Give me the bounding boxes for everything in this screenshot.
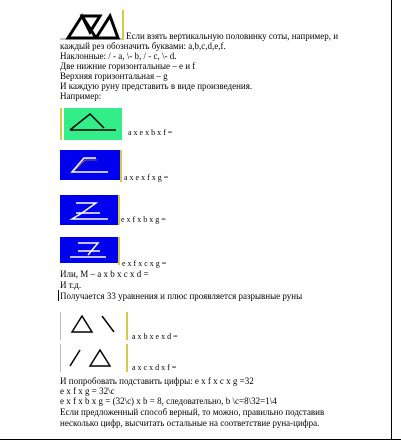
image-border [60, 108, 62, 140]
image-border [60, 312, 61, 340]
image-border [60, 344, 61, 372]
formula: a x c x d x f = [132, 363, 177, 372]
formula: e x f x b x g = [121, 215, 166, 224]
rune-image-blue [60, 237, 118, 263]
text-line: Две нижние горизонтальные – e и f [60, 61, 196, 71]
formula: a x e x f x g = [124, 173, 169, 182]
rune-image-green [64, 108, 122, 140]
text-line: Или, M – a x b x c x d = [60, 269, 149, 279]
text-line: И каждую руну представить в виде произведения. [60, 81, 253, 91]
text-line: Если взять вертикальную половинку соты, например, и [126, 31, 339, 41]
image-border [118, 237, 120, 265]
text-line: e x f x b x g = (32\c) x b = 8, следовательно, b \c=8\32=1\4 [60, 396, 277, 406]
text-line: несколько цифр, высчитать остальные на соответствие руна-цифра. [60, 418, 320, 428]
break-rune-image [64, 344, 126, 370]
formula: e x f x c x g = [122, 259, 167, 268]
text-line: Например: [60, 91, 102, 101]
text-cursor [58, 290, 59, 301]
page-right-border [391, 0, 392, 440]
rune-image-blue [60, 195, 118, 225]
text-line: Получается 33 уравнения и плюс проявляется разрывные руны [60, 291, 303, 301]
text-line: каждый рез обозначить буквами: a,b,c,d,e,f. [60, 41, 226, 51]
text-line: Наклонные: / - a, \- b, / - c, \- d. [60, 51, 177, 61]
text-line: Верхняя горизонтальная – g [60, 71, 168, 81]
honeycomb-half-image [60, 12, 122, 40]
image-border [118, 195, 120, 225]
break-rune-image [64, 312, 126, 338]
image-border [120, 150, 122, 182]
formula: a x b x e x d = [132, 332, 178, 341]
rune-image-blue [60, 150, 120, 180]
image-border [122, 10, 124, 40]
text-line: e x f x g = 32\c [60, 386, 115, 396]
formula: a x e x b x f = [128, 128, 173, 137]
text-line: И попробовать подставить цифры: e x f x c x g =32 [60, 376, 254, 386]
text-line: Если предложенный способ верный, то можно, правильно подставив [60, 407, 325, 417]
text-line: И т.д. [60, 280, 82, 290]
image-border [126, 312, 128, 340]
image-border [126, 344, 128, 372]
